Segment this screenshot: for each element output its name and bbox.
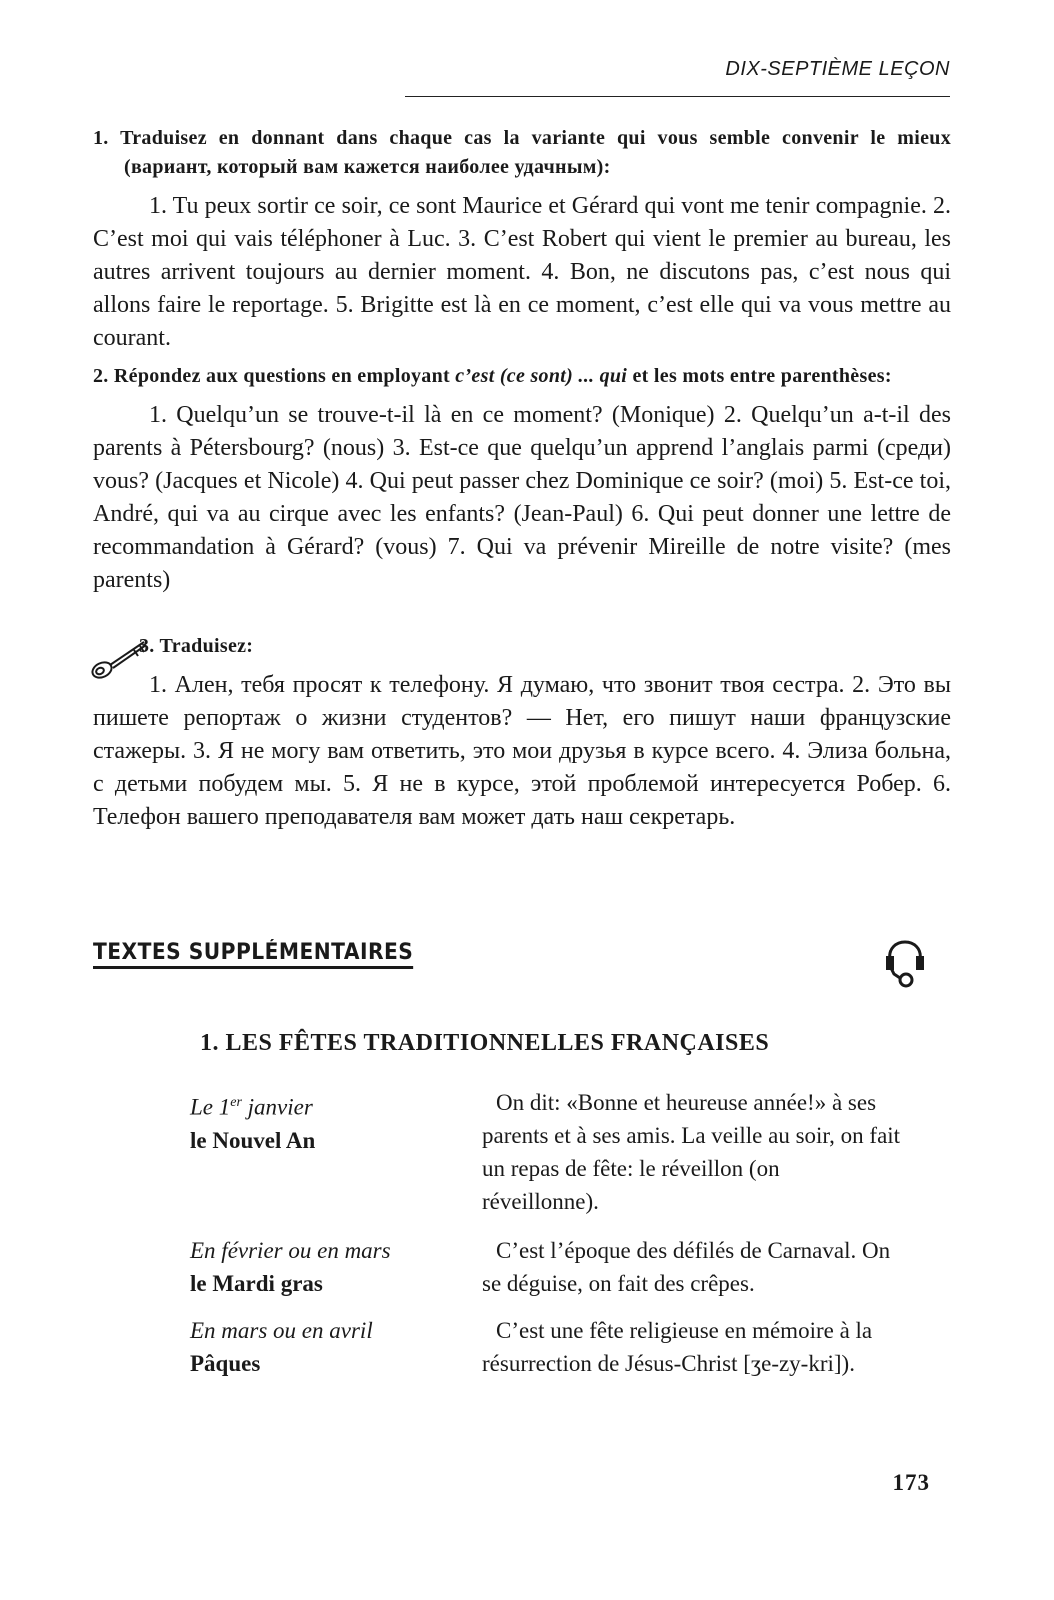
exercise-1-body: 1. Tu peux sortir ce soir, ce sont Maurice et Gérard qui vont me tenir compagnie. 2. C’est moi qui vais téléphoner à Luc. 3. C’est Robert qui vient le premier au bureau, les autres arrivent toujours au dernier moment. 4. Bon, ne discutons pas, c’est nous qui allons faire le reportage. 5. Brigitte est là en ce moment, c’est elle qui va vous mettre au courant. [93, 193, 951, 351]
fete-name: Pâques [190, 1351, 261, 1376]
exercise-3-title: 3. Traduisez: [139, 635, 254, 657]
exercise-3 [93, 632, 951, 834]
exercise-2-body: 1. Quelqu’un se trouve-t-il là en ce moment? (Monique) 2. Quelqu’un a-t-il des parents à Pétersbourg? (nous) 3. Est-ce que quelqu’un apprend l’anglais parmi (среди) vous? (Jacques et Nicole) 4. Qui peut passer chez Dominique ce soir? (moi) 5. Est-ce toi, André, qui va au cirque avec les enfants? (Jean-Paul) 6. Qui peut donner une lettre de recommandation à Gérard? (vous) 7. Qui va prévenir Mireille de notre visite? (mes parents) [93, 402, 951, 593]
fete-date [190, 1086, 470, 1124]
exercise-2 [93, 362, 951, 597]
exercise-2-title [93, 362, 951, 391]
fete-name: le Nouvel An [190, 1127, 316, 1153]
fete-date-text: Le 1 [190, 1094, 231, 1120]
fete-name: le Mardi gras [190, 1271, 323, 1296]
exercise-1 [93, 124, 951, 355]
fete-date-sup: er [230, 1095, 242, 1110]
fete-label [190, 1086, 470, 1157]
fete-description: C’est une fête religieuse en mémoire à la résurrection de Jésus-Christ [ʒe-zy-kri]). [482, 1318, 873, 1376]
exercise-1-title: 1. Traduisez en donnant dans chaque cas la variante qui vous semble convenir le mieux (вариант, который вам кажется наиболее удачным): [93, 127, 951, 178]
fete-label [190, 1314, 470, 1380]
fete-date: En mars ou en avril [190, 1318, 373, 1343]
fete-date-text-end: janvier [241, 1094, 313, 1120]
exercise-2-title-start: 2. Répondez aux questions en employant [93, 365, 456, 387]
exercise-2-title-end: et les mots entre parenthèses: [627, 365, 892, 387]
running-head: DIX-SEPTIÈME LEÇON [725, 58, 950, 80]
page-number: 173 [892, 1470, 930, 1495]
fete-label [190, 1234, 470, 1300]
fete-description: On dit: «Bonne et heureuse année!» à ses parents et à ses amis. La veille au soir, on fait un repas de fête: le réveillon (on réveillonne). [482, 1090, 901, 1214]
exercise-2-title-italic: c’est (ce sont) ... qui [455, 365, 628, 387]
text-title: 1. LES FÊTES TRADITIONNELLES FRANÇAISES [200, 1030, 770, 1056]
headphones-icon [880, 922, 930, 992]
header-rule [405, 96, 950, 97]
exercise-3-body: 1. Ален, тебя просят к телефону. Я думаю, что звонит твоя сестра. 2. Это вы пишете репортаж о жизни студентов? — Нет, его пишут наши французские стажеры. 3. Я не могу вам ответить, это мои друзья в курсе всего. 4. Элиза больна, с детьми побудем мы. 5. Я не в курсе, этой проблемой интересуется Робер. 6. Телефон вашего преподавателя вам может дать наш секретарь. [93, 672, 951, 830]
fete-description: C’est l’époque des défilés de Carnaval. On se déguise, on fait des crêpes. [482, 1238, 891, 1296]
fete-date: En février ou en mars [190, 1238, 391, 1263]
section-title: TEXTES SUPPLÉMENTAIRES [93, 940, 413, 969]
